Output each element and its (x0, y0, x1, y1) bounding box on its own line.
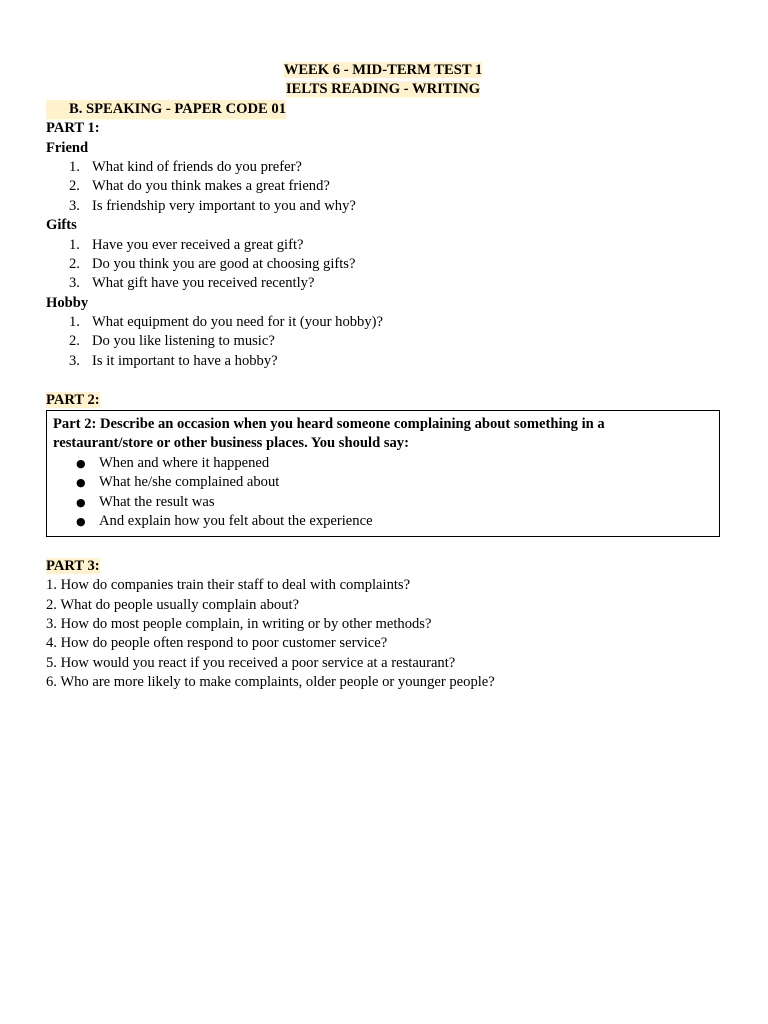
paragraph-spacer (46, 371, 720, 390)
list-item (46, 255, 720, 274)
test-title-text: WEEK 6 - MID-TERM TEST 1 (283, 62, 483, 78)
list-item (46, 313, 720, 332)
question-text: What do you think makes a great friend? (92, 178, 330, 195)
cue-bullet-text: And explain how you felt about the experience (99, 512, 373, 529)
list-item (46, 158, 720, 177)
question-text: Do you think you are good at choosing gifts? (92, 255, 356, 272)
cue-bullet-item (53, 512, 713, 531)
list-number: 3. (69, 275, 80, 292)
list-number: 3. (69, 352, 80, 369)
list-number: 2. (69, 255, 80, 272)
question-text: What equipment do you need for it (your hobby)? (92, 314, 383, 331)
part3-question: 6. Who are more likely to make complaints, older people or younger people? (46, 674, 495, 691)
list-item (46, 332, 720, 351)
test-subtitle-text: IELTS READING - WRITING (285, 81, 481, 98)
list-number: 1. (69, 236, 80, 253)
cue-bullet-item (53, 454, 713, 473)
bullet-icon: ● (76, 514, 86, 528)
list-number: 1. (69, 314, 80, 331)
part2-heading (46, 391, 720, 410)
section-heading (46, 100, 720, 119)
list-item (46, 352, 720, 371)
list-number: 2. (69, 333, 80, 350)
part2-heading-text: PART 2: (46, 391, 100, 408)
question-text: Do you like listening to music? (92, 333, 275, 350)
cue-bullet-text: What the result was (99, 493, 215, 510)
part3-question: 5. How would you react if you received a poor service at a restaurant? (46, 654, 456, 671)
list-item (46, 197, 720, 216)
topic-friend-heading: Friend (46, 139, 89, 156)
cue-card-box (46, 410, 720, 537)
question-text: Is friendship very important to you and why? (92, 197, 356, 214)
list-item (46, 177, 720, 196)
part3-question: 3. How do most people complain, in writing or by other methods? (46, 615, 432, 632)
list-number: 3. (69, 197, 80, 214)
document-page (46, 61, 720, 693)
question-text: What gift have you received recently? (92, 275, 315, 292)
part3-question: 4. How do people often respond to poor customer service? (46, 635, 388, 652)
cue-bullet-text: What he/she complained about (99, 474, 280, 491)
cue-bullet-item (53, 473, 713, 492)
part3-question: 2. What do people usually complain about? (46, 596, 300, 613)
list-number: 2. (69, 178, 80, 195)
list-item (46, 274, 720, 293)
test-title (46, 61, 720, 80)
bullet-icon: ● (76, 476, 86, 490)
question-text: Have you ever received a great gift? (92, 236, 304, 253)
list-number: 1. (69, 158, 80, 175)
cue-bullet-item (53, 493, 713, 512)
cue-card-prompt-line2: restaurant/store or other business places. You should say: (53, 435, 409, 452)
part3-heading (46, 557, 720, 576)
part1-heading: PART 1: (46, 120, 100, 137)
paragraph-spacer (46, 537, 720, 556)
part3-heading-text: PART 3: (46, 557, 100, 574)
bullet-icon: ● (76, 456, 86, 470)
bullet-icon: ● (76, 495, 86, 509)
question-text: Is it important to have a hobby? (92, 352, 278, 369)
part3-question: 1. How do companies train their staff to deal with complaints? (46, 577, 411, 594)
cue-card-prompt-line1: Part 2: Describe an occasion when you heard someone complaining about something in a (53, 416, 605, 433)
topic-gifts-heading: Gifts (46, 217, 77, 234)
section-heading-text: B. SPEAKING - PAPER CODE 01 (46, 100, 286, 119)
cue-bullet-text: When and where it happened (99, 454, 270, 471)
test-subtitle (46, 80, 720, 99)
list-item (46, 236, 720, 255)
topic-hobby-heading: Hobby (46, 294, 89, 311)
question-text: What kind of friends do you prefer? (92, 158, 302, 175)
